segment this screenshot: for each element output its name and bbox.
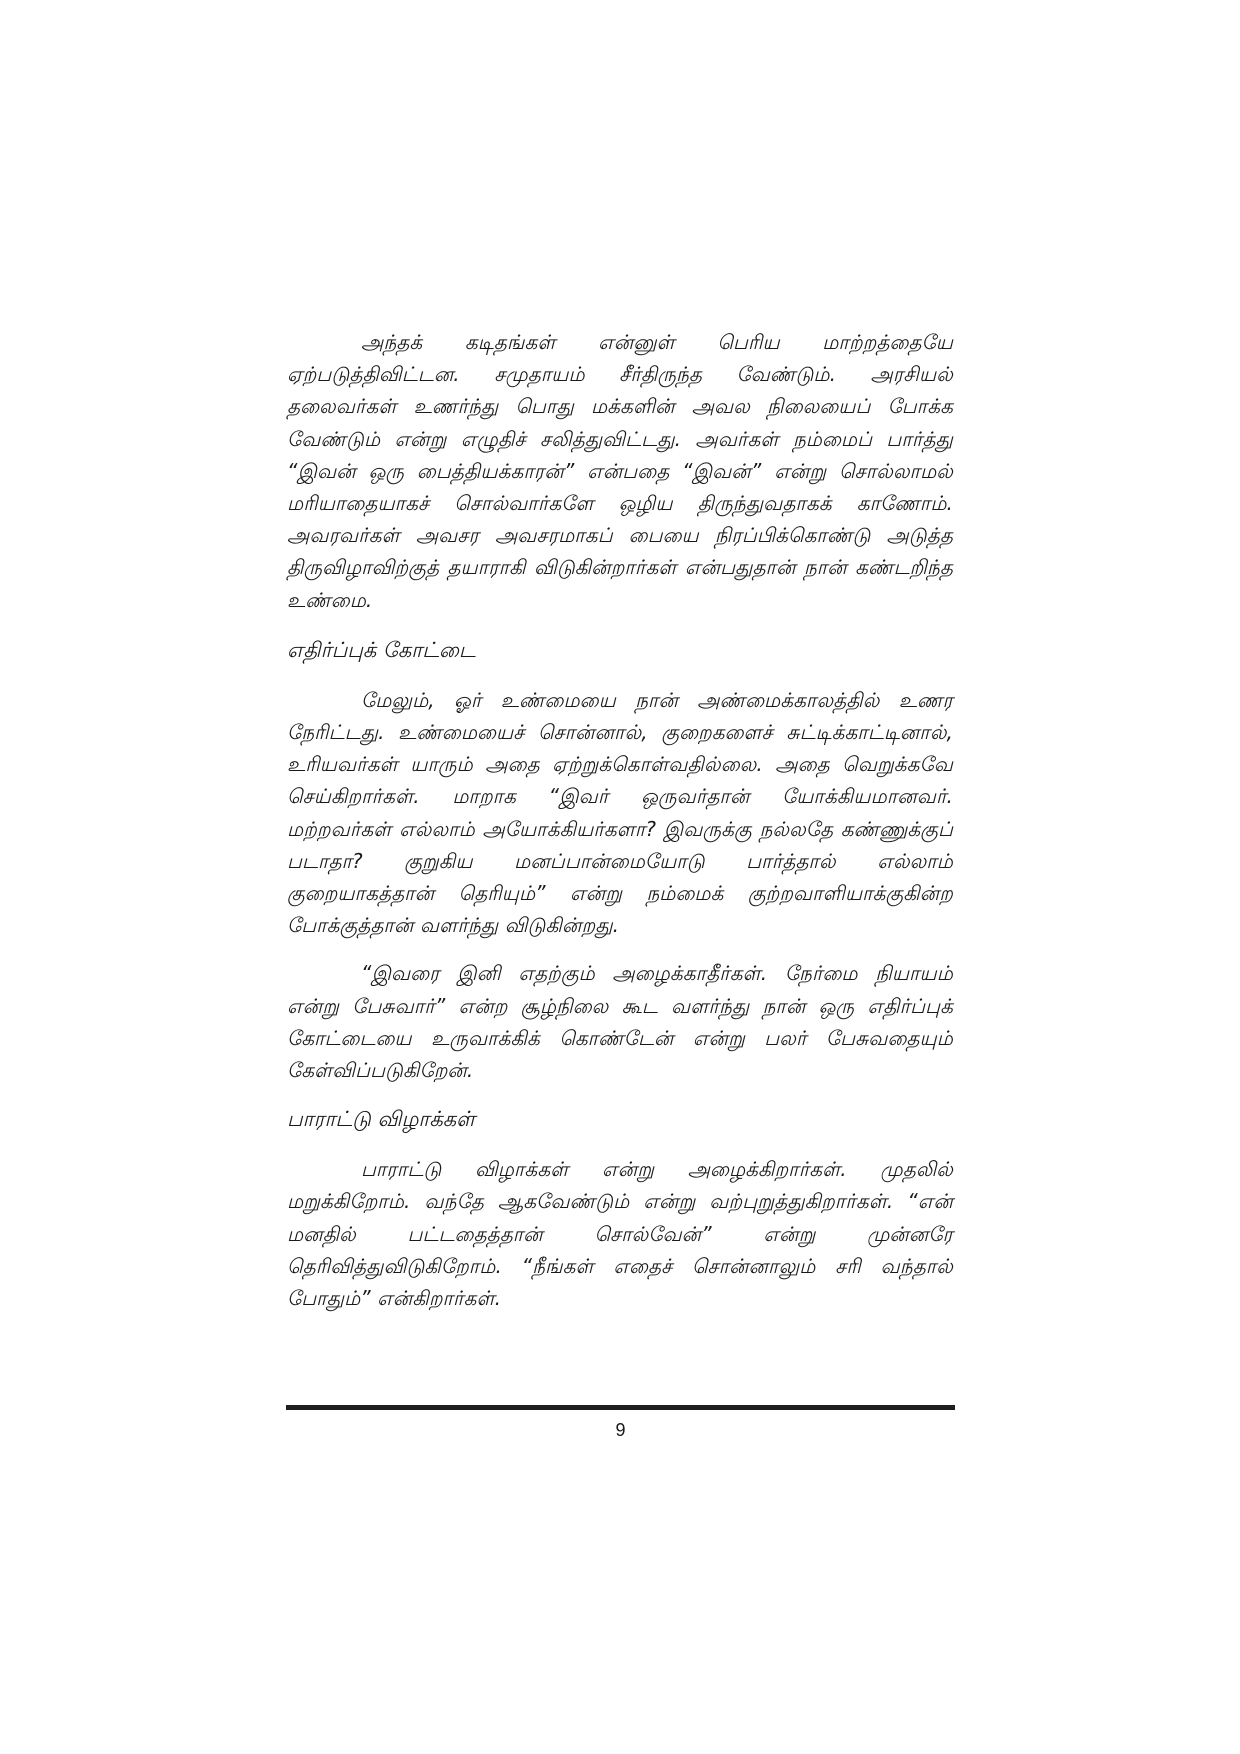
paragraph-2: மேலும், ஓர் உண்மையை நான் அண்மைக்காலத்தில் உணர நேரிட்டது. உண்மையைச் சொன்னால், குறைகளைச் சுட்டிக்காட்டினால், உரியவர்கள் யாரும் அதை ஏற்றுக்கொள்வதில்லை. அதை வெறுக்கவே செய்கிறார்கள். மாறாக “இவர் ஒருவர்தான் யோக்கியமானவர். மற்றவர்கள் எல்லாம் அயோக்கியர்களா? இவருக்கு நல்லதே கண்ணுக்குப் படாதா? குறுகிய மனப்பான்மையோடு பார்த்தால் எல்லாம் குறையாகத்தான் தெரியும்” என்று நம்மைக் குற்றவாளியாக்குகின்ற போக்குத்தான் வளர்ந்து விடுகின்றது. (287, 687, 953, 938)
paragraph-4: பாராட்டு விழாக்கள் என்று அழைக்கிறார்கள். முதலில் மறுக்கிறோம். வந்தே ஆகவேண்டும் என்று வற்புறுத்துகிறார்கள். “என் மனதில் பட்டதைத்தான் சொல்வேன்” என்று முன்னரே தெரிவித்துவிடுகிறோம். “நீங்கள் எதைச் சொன்னாலும் சரி வந்தால் போதும்” என்கிறார்கள். (287, 1157, 953, 1311)
section-heading-2: பாராட்டு விழாக்கள் (287, 1107, 476, 1132)
paragraph-3: “இவரை இனி எதற்கும் அழைக்காதீர்கள். நேர்மை நியாயம் என்று பேசுவார்” என்ற சூழ்நிலை கூட வளர்ந்து நான் ஒரு எதிர்ப்புக் கோட்டையை உருவாக்கிக் கொண்டேன் என்று பலர் பேசுவதையும் கேள்விப்படுகிறேன். (287, 961, 953, 1083)
page-text-block (287, 326, 953, 1314)
footer-rule (286, 1405, 955, 1410)
paragraph-1: அந்தக் கடிதங்கள் என்னுள் பெரிய மாற்றத்தையே ஏற்படுத்திவிட்டன. சமுதாயம் சீர்திருந்த வேண்டும். அரசியல் தலைவர்கள் உணர்ந்து பொது மக்களின் அவல நிலையைப் போக்க வேண்டும் என்று எழுதிச் சலித்துவிட்டது. அவர்கள் நம்மைப் பார்த்து “இவன் ஒரு பைத்தியக்காரன்” என்பதை “இவன்” என்று சொல்லாமல் மரியாதையாகச் சொல்வார்களே ஒழிய திருந்துவதாகக் காணோம். அவரவர்கள் அவசர அவசரமாகப் பையை நிரப்பிக்கொண்டு அடுத்த திருவிழாவிற்குத் தயாராகி விடுகின்றார்கள் என்பதுதான் நான் கண்டறிந்த உண்மை. (287, 330, 953, 612)
section-heading-1: எதிர்ப்புக் கோட்டை (287, 637, 476, 662)
page-number: 9 (615, 1420, 626, 1440)
